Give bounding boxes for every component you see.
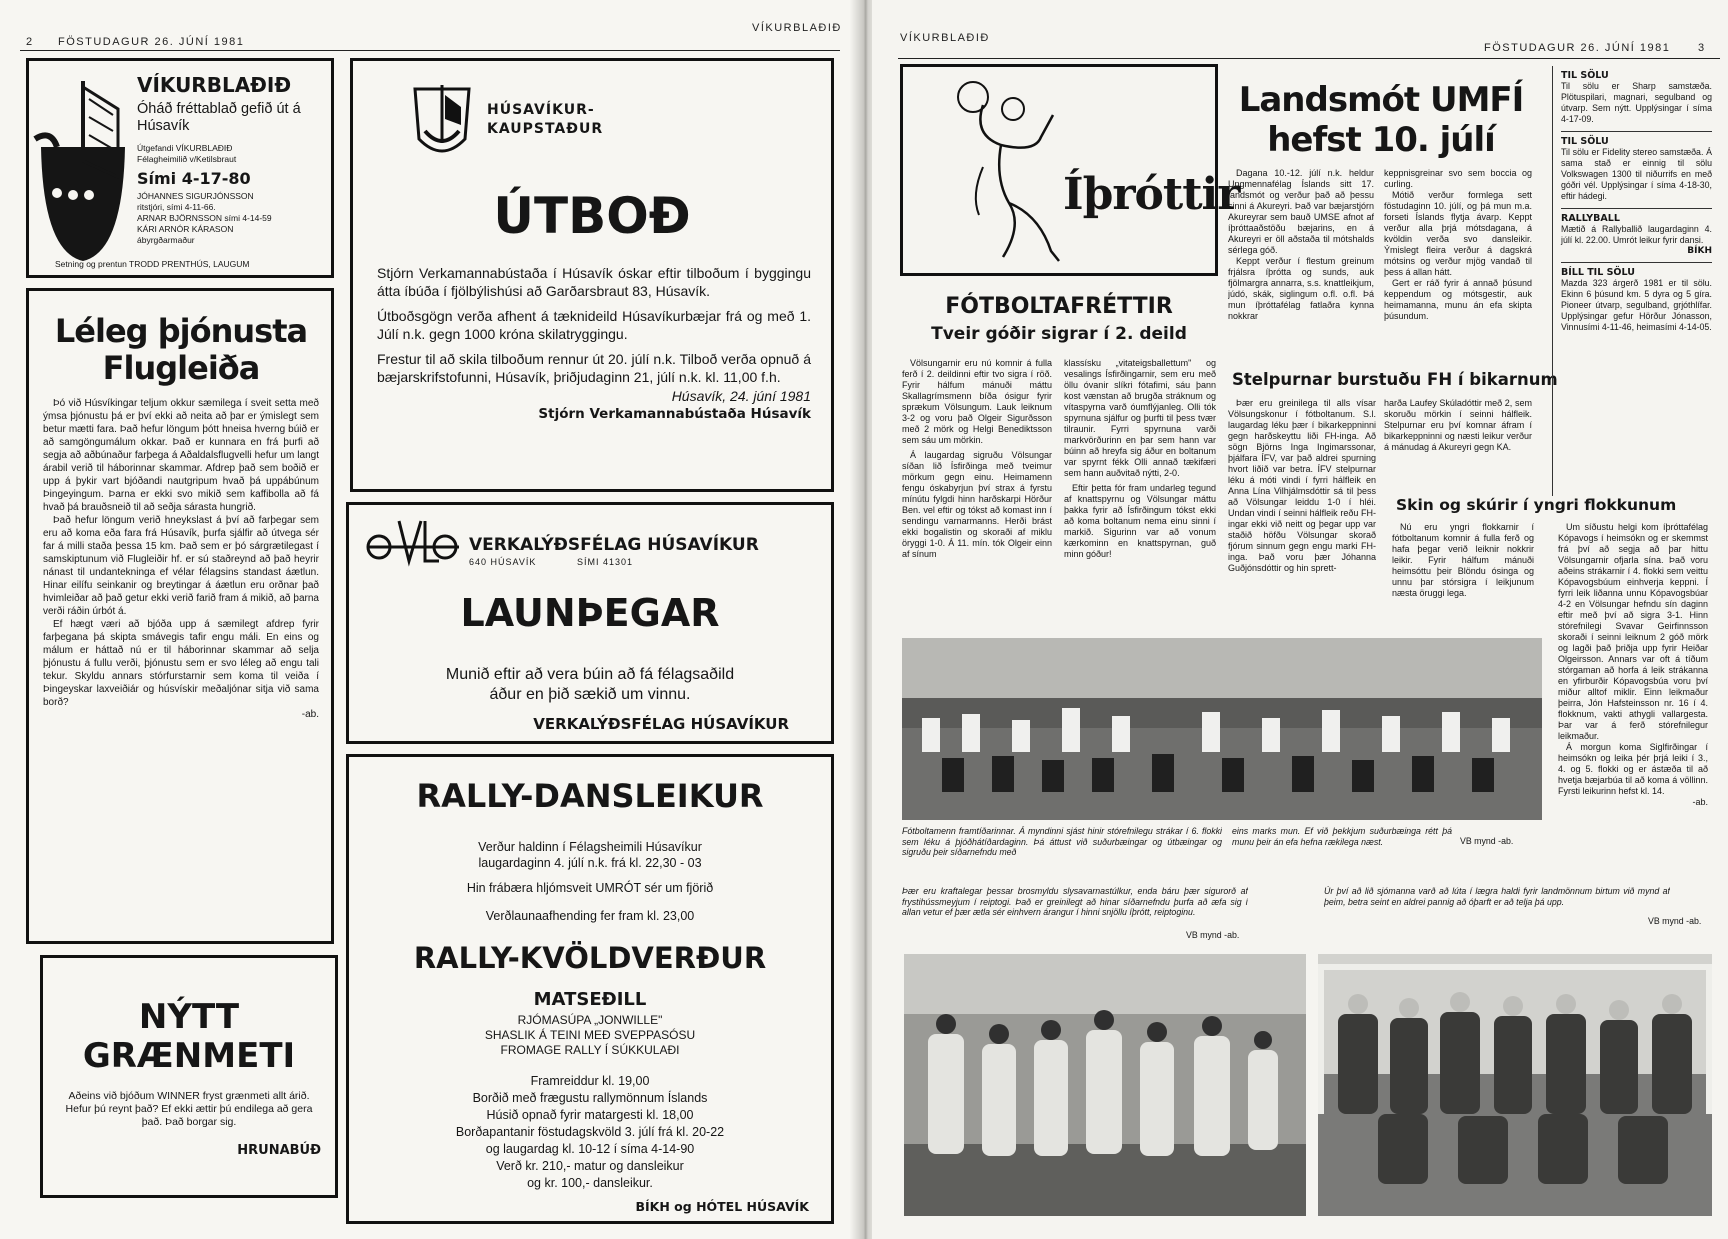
menu-item: SHASLIK Á TEINI MEÐ SVEPPASÓSU <box>484 1028 696 1042</box>
masthead-phone: Sími 4-17-80 <box>137 169 251 188</box>
football-paragraph: klassísku „vitateigsballettum" og vesalings Ísfirðingarnir, sem eru með öllu óvanir slíkri fótafimi, sáu þann kost vænstan að brugða stráknum og vítaspyrna varð óumflýjanleg. Olli tók spyrnuna sjálfur og þurfti til þess tvær tilraunir. Fyrri spyrnuna varði markvörðurinn en þar sem hann var búinn að hreyfa sig áður en boltanum var spyrnt fékk Olli annað tækifæri sem hann auðvitað nýtti, 2-0. <box>1064 358 1216 478</box>
classified-body: Mazda 323 árgerð 1981 er til sölu. Ekinn 6 þúsund km. 5 dyra og 5 gíra. Pioneer útvarp, segulband, grjóthlífar. Upplýsingar gefur Hörður Jónasson, Vinnusími 4-11-46, heimasími 4-14-05. <box>1561 278 1712 332</box>
rally-details: Framreiddur kl. 19,00 Borðið með frægustu rallymönnum Íslands Húsið opnað fyrir matargesti kl. 18,00 Borðapantanir föstudagskvöld 3. júlí frá kl. 20-22 og laugardag kl. 10-12 í síma 4-14-90 Verð kr. 210,- matur og dansleikur og kr. 100,- dansleikur. <box>455 1074 725 1190</box>
classified-ad <box>1561 209 1712 263</box>
union-signature: VERKALÝÐSFÉLAG HÚSAVÍKUR <box>533 715 789 733</box>
women-photo-caption: Þær eru kraftalegar þessar brosmyldu slysavarnastúlkur, enda báru þær sigurorð af frystihússmeyjum í reiptogi. Það er greinilegt að hinar síðarnefndu þurfa að æfa sig í allan vetur ef þær ætla sér einhvern árangur í hinni snjöllu íþrótt, reiptoginu. <box>902 886 1248 917</box>
union-address: 640 HÚSAVÍK <box>469 557 537 567</box>
date-right: FÖSTUDAGUR 26. JÚNÍ 1981 <box>1484 42 1671 54</box>
tender-logo-text: HÚSAVÍKUR- KAUPSTAÐUR <box>487 102 604 137</box>
rally-menu-title: MATSEÐILL <box>533 989 647 1010</box>
rally-menu-items <box>349 1013 831 1058</box>
classified-head: BÍLL TIL SÖLU <box>1561 267 1635 278</box>
sports-banner <box>900 64 1240 276</box>
header-rule-right <box>898 58 1720 59</box>
landsmot-paragraph: Mótið verður formlega sett föstudaginn 10. júlí, og þá mun m.a. forseti Íslands flytja ávarp. Keppt verður alla þrjá mótsdagana, á kvöldin verða svo dansleikir. Ýmislegt fleira verður á dagskrá mótsins og verður mjög vandað til þess á allan hátt. <box>1384 190 1532 277</box>
rally-dinner-title: RALLY-KVÖLDVERÐUR <box>413 941 767 975</box>
union-ad-box <box>346 502 834 744</box>
masthead-box <box>26 58 334 278</box>
classified-body: Til sölu er Sharp samstæða. Plötuspilari, magnari, segulband og útvarp. Sem nýtt. Upplýsingar í síma 4-17-09. <box>1561 81 1712 124</box>
classified-head: RALLYBALL <box>1561 213 1620 224</box>
women-team-photo <box>904 954 1306 1216</box>
editorial-paragraph: Það hefur löngum verið hneykslast á því að farþegar sem eru að koma eða fara frá Húsavík, þurfa sjálfir að útvega sér far á milli staða þessa 15 km. Það sem er þó sárgrætilegast í samskiptunum við Flugleiðir hf. er sú staðreynd að það heyrir nánast til undantekninga ef vélar félagsins standast áætlun. Hinar eilífu seinkanir og breytingar á áætlun eru orðnar það hvimleiðar að það getur ekki verið farið fram á mikið, að þarna verði ráðin úrbót á. <box>43 515 319 617</box>
tender-title: ÚTBOÐ <box>493 187 691 245</box>
union-logo-icon <box>365 517 461 569</box>
women-photo-credit: VB mynd -ab. <box>1186 930 1240 940</box>
produce-ad-box <box>40 955 338 1198</box>
football-col-2 <box>1064 358 1216 626</box>
viking-ship-logo <box>33 77 133 267</box>
masthead-tagline: Óháð fréttablað gefið út á Húsavík <box>137 101 301 134</box>
landsmot-paragraph: Dagana 10.-12. júlí n.k. heldur Ungmennafélag Íslands sitt 17. landsmót og verður það að þessu sinni á Akureyri. Það var bæjarstjórn Akureyrar sem bauð UMSE afnot af íþróttaaðstöðu bæjarins, en á Akureyri er öll aðstaða til mótshalds sérlega góð. <box>1228 168 1374 255</box>
produce-title-line1: NÝTT <box>138 997 240 1037</box>
tender-paragraph: Stjórn Verkamannabústaða í Húsavík óskar eftir tilboðum í byggingu átta íbúða í fjölbýlishúsi að Garðarsbraut 83, Húsavík. <box>377 265 811 299</box>
football-paragraph: Á laugardag sigruðu Völsungar síðan lið Ísfirðinga með tveimur mörkum gegn einu. Heimamenn fengu óskabyrjun því strax á fyrstu mínútu fylgdi hinn harðskarpi Hörður Ben. vel eftir og tókst að komast inn í sendingu varnarmanns. Herði brást ekki bogalistin og skoraði af miklu öryggi 1-0. Á 11. mín. tók Olgeir einn af sínum <box>902 450 1052 559</box>
men-team-photo <box>1318 954 1712 1216</box>
youth-signature: -ab. <box>1692 797 1708 807</box>
tender-paragraph: Frestur til að skila tilboðum rennur út 20. júlí n.k. Tilboð verða opnuð á bæjarskrifstofunni, Húsavík, þriðjudaginn 21, júlí n.k. kl. 11,00 f.h. <box>377 351 811 385</box>
union-title: LAUNÞEGAR <box>460 591 720 635</box>
women-team-photo-image <box>904 954 1306 1216</box>
landsmot-col-2 <box>1384 168 1532 350</box>
classifieds-column <box>1552 66 1712 496</box>
rally-signature: BÍKH og HÓTEL HÚSAVÍK <box>635 1199 809 1214</box>
union-text: Munið eftir að vera búin að fá félagsaðild áður en þið sækið um vinnu. <box>445 666 735 703</box>
date-left: FÖSTUDAGUR 26. JÚNÍ 1981 <box>58 36 245 48</box>
menu-item: FROMAGE RALLY Í SÚKKULAÐI <box>500 1043 680 1057</box>
produce-signature: HRUNABÚÐ <box>237 1143 321 1158</box>
editorial-title-line2: Flugleiða <box>102 349 260 387</box>
youth-col-2 <box>1558 522 1708 856</box>
team-photo-image <box>902 638 1542 820</box>
team-photo-credit: VB mynd -ab. <box>1460 836 1514 846</box>
header-rule-left <box>20 50 840 51</box>
tender-signature: Stjórn Verkamannabústaða Húsavík <box>538 405 811 422</box>
masthead-printer: Setning og prentun TRODD PRENTHÚS, LAUGUM <box>55 259 250 269</box>
football-paragraph: Eftir þetta fór fram undarleg tegund af knattspyrnu og Völsungar máttu þakka fyrir að Ísfirðingum tókst ekki að koma boltanum nema einu sinni í markið. Sigurinn var að vonum kærkominn en knattspyrnan, guð minn góður! <box>1064 483 1216 559</box>
landsmot-headline: Landsmót UMFÍ hefst 10. júlí <box>1238 80 1524 160</box>
masthead-publisher: Útgefandi VÍKURBLAÐIÐ Félagheimilið v/Ketilsbraut <box>137 143 237 164</box>
masthead-staff: JÓHANNES SIGURJÓNSSON ritstjóri, sími 4-11-66. ARNAR BJÖRNSSON sími 4-14-59 KÁRI ARNÓR KÁRASON ábyrgðarmaður <box>137 191 272 245</box>
rally-band-line: Hin frábæra hljómsveit UMRÓT sér um fjörið <box>466 881 714 895</box>
editorial-box <box>26 288 334 944</box>
women-cup-paragraph: Þær eru greinilega til alls vísar Völsungskonur í fótboltanum. S.l. laugardag léku þær í bikarkeppninni gegn harðskeyttu liði FH-inga. Að sögn Björns Inga Ingimarssonar, þjálfara ÍFV, var það aldrei spurning hvort liðið var betra. ÍFV stelpurnar léku á móti vindi í fyrri hálfleik en Anna Lína Vilhjálmsdóttir sá til þess að Völsungar leiddu 1-0 í hléi. Undan vindi í seinni hálfleik reðu FH-ingar ekki við neitt og þegar upp var staðið höfðu Völsungar skorað fjórum sinnum gegn engu marki FH-inga. Það voru þær Jóhanna Guðjónsdóttir og hin sprett- <box>1228 398 1376 573</box>
football-paragraph: Völsungarnir eru nú komnir á fulla ferð í 2. deildinni eftir tvo sigra í röð. Fyrir hálfum mánuði máttu Skallagrímsmenn bíða ósigur fyrir sprækum Völsungum. Lauk leiknum 3-2 og voru það Olgeir Sigurðsson með 2 mörk og Helgi Benediktsson sem sáu um mörkin. <box>902 358 1052 445</box>
page-number-right: 3 <box>1698 42 1706 54</box>
page-number-left: 2 <box>26 36 34 48</box>
union-phone: SÍMI 41301 <box>577 557 634 567</box>
tender-paragraph: Útboðsgögn verða afhent á tæknideild Húsavíkurbæjar frá og með 1. Júlí n.k. gegn 1000 króna skilatryggingu. <box>377 308 811 342</box>
women-cup-headline: Stelpurnar burstuðu FH í bikarnum <box>1232 370 1558 389</box>
women-cup-paragraph: harða Laufey Skúladóttir með 2, sem skoruðu mörkin í seinni hálfleik. Stelpurnar eru því komnar áfram í bikarkeppninni og næsti leikur verður á mánudag á Akureyri gegn KA. <box>1384 398 1532 452</box>
team-photo <box>902 638 1542 820</box>
football-headline: Tveir góðir sigrar í 2. deild <box>931 324 1187 344</box>
editorial-signature: -ab. <box>301 709 319 720</box>
landsmot-paragraph: keppnisgreinar svo sem boccia og curling. <box>1384 168 1532 189</box>
editorial-title-line1: Léleg þjónusta <box>54 312 308 350</box>
football-col-1 <box>902 358 1052 626</box>
classified-body: Til sölu er Fidelity stereo samstæða. Á sama stað er einnig til sölu Volkswagen 1300 til niðurrifs en með góðri vél. Upplýsingar í síma 4-18-30, eftir hádegi. <box>1561 147 1712 201</box>
classified-head: TIL SÖLU <box>1561 70 1609 81</box>
men-photo-caption: Úr því að lið sjómanna varð að lúta í lægra haldi fyrir landmönnum birtum við mynd af þeim, betra seint en aldrei pannig að óþarft er að telja þá upp. <box>1324 886 1670 907</box>
union-name: VERKALÝÐSFÉLAG HÚSAVÍKUR <box>469 535 759 555</box>
landsmot-paragraph: Keppt verður í flestum greinum frjálsra íþrótta og sunds, auk fjölmargra annarra, s.s. knattleikjum, júdó, skák, siglingum o.fl. o.fl. Þá mun íþróttafélag fatlaðra kynna nokkrar <box>1228 256 1374 321</box>
classified-ad <box>1561 132 1712 209</box>
football-kicker: FÓTBOLTAFRÉTTIR <box>945 294 1173 319</box>
running-title-left: VÍKURBLAÐIÐ <box>752 22 842 34</box>
rally-prize-line: Verðlaunaafhending fer fram kl. 23,00 <box>485 909 695 923</box>
youth-paragraph: Á morgun koma Siglfirðingar í heimsókn og leika þér þrjá leiki í 3., 4. og 5. flokki og er ástæða til að hvetja bæjarbúa til að koma á völlinn. Fyrsti leikurinn hefst kl. 14. <box>1558 742 1708 796</box>
team-photo-caption-b: eins marks mun. Ef við þekkjum suðurbæinga rétt þá munu þeir án efa hefna rækilega næst. <box>1232 826 1452 847</box>
youth-paragraph: Nú eru yngri flokkarnir í fótboltanum komnir á fulla ferð og hafa þegar verið leiknir nokkrir leikir. Fyrir hálfum mánuði heimsóttu þeir Blöndu ósinga og unnu þar stórsigra í leikjunum næsta öruggi lega. <box>1392 522 1534 598</box>
running-title-right: VÍKURBLAÐIÐ <box>900 32 990 44</box>
rally-ad-box <box>346 754 834 1224</box>
right-page <box>872 0 1728 1239</box>
men-photo-credit: VB mynd -ab. <box>1648 916 1702 926</box>
youth-col-1 <box>1392 522 1534 622</box>
classified-head: TIL SÖLU <box>1561 136 1609 147</box>
produce-text: Aðeins við bjóðum WINNER fryst grænmeti allt árið. Hefur þú reynt það? Ef ekki ættir þú endilega að gera það. Það borgar sig. <box>65 1090 313 1128</box>
women-cup-col-2 <box>1384 398 1532 476</box>
editorial-paragraph: Þó við Húsvíkingar teljum okkur sæmilega í sveit setta með ýmsa þjónustu þá er því ekki að neita að þar er ýmislegt sem betur mætti fara. Það hefur löngum þótt hneisa hverng búið er að samgöngumálum okkar. Það er kunnara en frá þurfi að segja að aðbúnaður farþega á Aðaldalsflugvelli hefur um langt árabil verið til háborinnar skammar. Afdrep það sem boðið er upp á þykir vart bjóðandi nautgripum hvað þá uppábúnum Þingeyingum. Þarna er ekki svo mikið sem kaffibolla að fá hvað þá brauðsneið til að seðja sárasta hungrið. <box>43 398 319 513</box>
tender-body <box>377 265 811 423</box>
youth-paragraph: Um síðustu helgi kom íþróttafélag Kópavogs í heimsókn og er skemmst frá því að segja að þar hittu Völsungarnir ofjarla sína. Það voru aðeins strákarnir í 4. flokki sem veittu Kópavogsbúum einhverja keppni. Í fyrri leik liðanna unnu Kópavogsbúar 4-2 en Völsungar hefndu sín daginn eftir með því að sigra 3-1. Hinn stórefnilegi Svavar Geirfinnsson skoraði í seinni leiknum 2 góð mörk og lagði það þriðja upp fyrir Heiðar Olgeirsson. Annars var oft á tíðum stórgaman að horfa á leik strákanna en yfirburðir Kópavogsbúa voru því miður alltof miklir. Einn leikmaður þeirra, Jón Hafsteinsson nr. 16 í 4. flokknum, vakti athygli vallargesta. Þar var á ferð stórefnilegur leikmaður. <box>1558 522 1708 741</box>
landsmot-col-1 <box>1228 168 1374 350</box>
masthead-title: VÍKURBLAÐIÐ <box>137 73 292 97</box>
tender-ad-box <box>350 58 834 492</box>
women-cup-col-1 <box>1228 398 1376 622</box>
husavik-coat-of-arms-icon <box>409 79 475 165</box>
classified-ad <box>1561 66 1712 132</box>
classified-ad <box>1561 263 1712 339</box>
team-photo-caption: Fótboltamenn framtíðarinnar. Á myndinni sjást hinir stórefnilegu strákar í 6. flokki sem léku á þjóðhátíðardaginn. Þá áttust við suðurbæingar og útbæingar og sigruðu þeir síðarnefndu með <box>902 826 1222 857</box>
editorial-paragraph: Ef hægt væri að bjóða upp á sæmilegt afdrep fyrir farþegana þá skipta smávegis tafir engu máli. En eins og málum er háttað nú er til háborinnar skammar að selja þjónustu á fullu verði, þjónustu sem er svo léleg að engu tali tekur. Skyldu annars stórfurstarnir sem koma til veiða í Þingeyskar laxveiðiár og húsvískir meðaljónar sitja við sama borð? <box>43 619 319 708</box>
classified-signature: BÍKH <box>1687 246 1712 256</box>
youth-headline: Skin og skúrir í yngri flokkunum <box>1396 496 1677 514</box>
tender-place-date: Húsavík, 24. júní 1981 <box>671 388 811 404</box>
rally-title: RALLY-DANSLEIKUR <box>416 777 764 815</box>
menu-item: RJÓMASÚPA „JONWILLE" <box>517 1013 663 1027</box>
produce-title-line2: GRÆNMETI <box>82 1036 296 1076</box>
landsmot-paragraph: Gert er ráð fyrir á annað þúsund keppendum og mótsgestir, auk heimamanna, munu án efa skipta þúsundum. <box>1384 278 1532 321</box>
left-page <box>0 0 858 1239</box>
men-team-photo-image <box>1318 954 1712 1216</box>
sports-banner-title: Íþróttir <box>1063 169 1240 220</box>
rally-lines: Verður haldinn í Félagsheimili Húsavíkur laugardaginn 4. júlí n.k. frá kl. 22,30 - 03 <box>478 840 702 870</box>
classified-body: Mætið á Rallyballið laugardaginn 4. júlí kl. 22.00. Umrót leikur fyrir dansi. <box>1561 224 1712 245</box>
discus-thrower-icon <box>943 75 1073 271</box>
